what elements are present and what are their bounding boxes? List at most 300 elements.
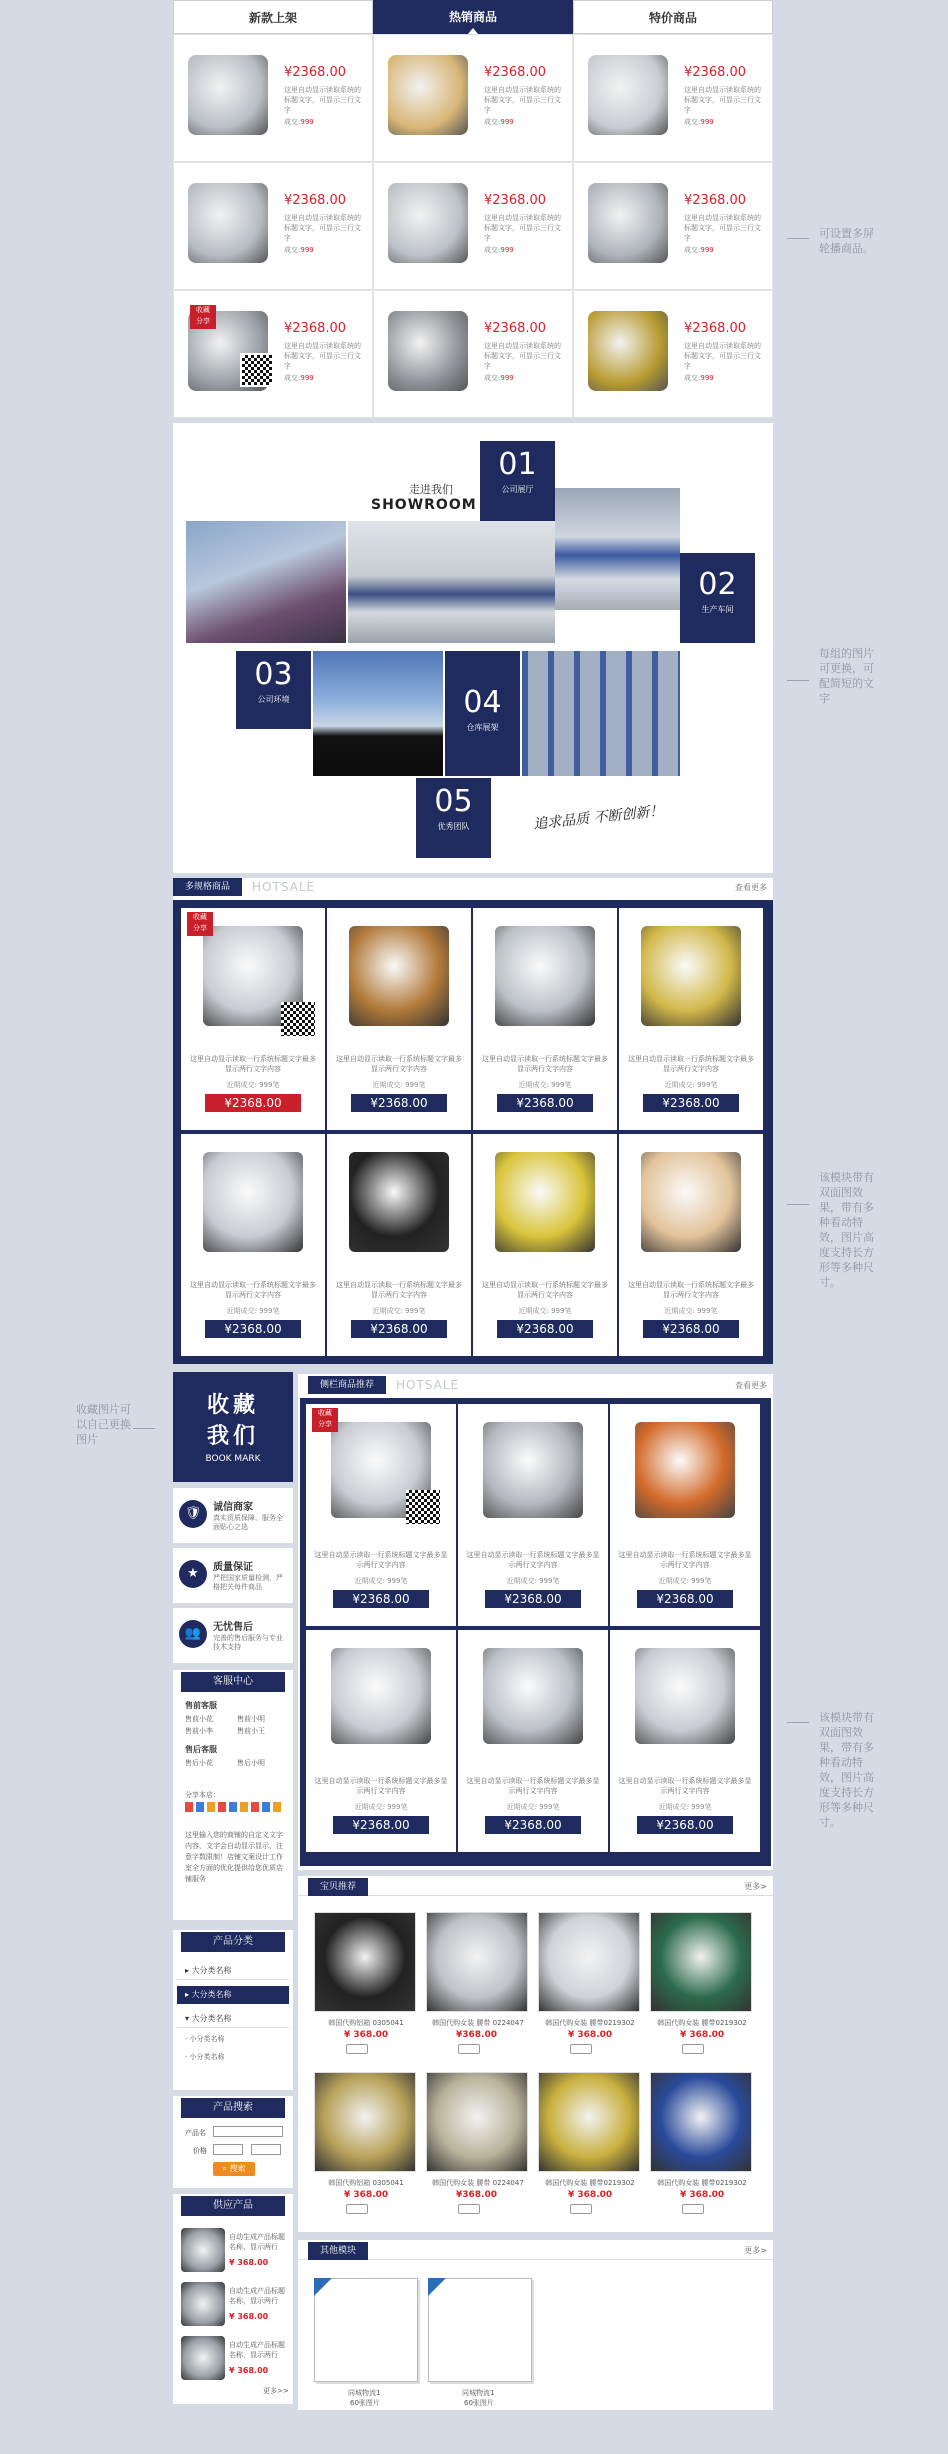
bookmark-cn2: 我们 bbox=[206, 1424, 259, 1449]
product-image bbox=[635, 1422, 735, 1518]
product-sold: 近期成交: 999笔 bbox=[506, 1803, 560, 1811]
qr-code bbox=[240, 353, 274, 387]
qr-code bbox=[281, 1002, 315, 1036]
other-module-panel bbox=[298, 2240, 773, 2410]
block-03-num: 03 bbox=[254, 657, 293, 692]
category-item-label: 大分类名称 bbox=[191, 2014, 232, 2023]
product-image bbox=[495, 1152, 595, 1252]
product-desc: 这里自动显示读取一行系统标题文字最多显示两行文字内容 bbox=[482, 1055, 608, 1073]
tab-hot[interactable]: 热销商品 bbox=[373, 0, 573, 34]
showroom-panel bbox=[173, 423, 773, 873]
cs-name[interactable]: 售前小明 bbox=[237, 1715, 265, 1723]
product-image bbox=[588, 55, 668, 135]
feature-desc: 真实资质保障，服务全面贴心之选 bbox=[213, 1514, 283, 1531]
sold-label: 成交: bbox=[684, 374, 701, 382]
product-desc: 这里自动显示读取系统的标题文字，可显示三行文字 bbox=[484, 86, 561, 114]
product-sold: 近期成交: 999笔 bbox=[658, 1577, 712, 1585]
price-button[interactable]: ¥2368.00 bbox=[643, 1320, 739, 1338]
product-desc: 这里自动显示读取一行系统标题文字最多显示两行文字内容 bbox=[190, 1281, 316, 1299]
product-desc: 这里自动显示读取一行系统标题文字最多显示两行文字内容 bbox=[190, 1055, 316, 1073]
baby-item[interactable] bbox=[650, 2072, 754, 2222]
sold-value: 999 bbox=[500, 374, 514, 382]
block-03[interactable] bbox=[236, 651, 311, 729]
product-sold: 近期成交: 999笔 bbox=[664, 1081, 718, 1089]
hotsale-item[interactable] bbox=[619, 908, 763, 1130]
annot-line bbox=[133, 1428, 155, 1429]
category-sub-label: 小分类名称 bbox=[189, 2035, 225, 2043]
baby-item[interactable] bbox=[314, 1912, 418, 2062]
sold-value: 999 bbox=[500, 118, 514, 126]
bookmark-en: BOOK MARK bbox=[205, 1454, 261, 1464]
baby-item-name: 韩国代购女装 腰带0219302 bbox=[657, 2179, 747, 2187]
product-image bbox=[483, 1422, 583, 1518]
product-image bbox=[588, 311, 668, 391]
product-image bbox=[635, 1648, 735, 1744]
product-image bbox=[388, 55, 468, 135]
product-image bbox=[314, 2072, 416, 2172]
annotation-bookmark: 收藏图片可以自己更换图片 bbox=[76, 1403, 131, 1446]
cs-after-label: 售后客服 bbox=[185, 1745, 217, 1754]
product-price: ¥2368.00 bbox=[284, 321, 347, 336]
baby-item-name: 韩国代购女装 腰带0219302 bbox=[657, 2019, 747, 2027]
supply-price: ¥ 368.00 bbox=[229, 2258, 269, 2267]
product-image bbox=[641, 926, 741, 1026]
product-cell[interactable] bbox=[173, 34, 373, 162]
bookmark-banner[interactable] bbox=[173, 1372, 293, 1482]
price-button[interactable]: ¥2368.00 bbox=[497, 1094, 593, 1112]
other-card-label: 同城物流1 bbox=[348, 2389, 381, 2397]
product-image bbox=[349, 1152, 449, 1252]
product-image bbox=[314, 1912, 416, 2012]
side-recommend-item[interactable] bbox=[610, 1404, 760, 1626]
product-sold: 近期成交: 999笔 bbox=[226, 1307, 280, 1315]
hotsale-item[interactable] bbox=[181, 908, 325, 1130]
product-desc: 这里自动显示读取系统的标题文字，可显示三行文字 bbox=[684, 86, 761, 114]
hotsale-item[interactable] bbox=[473, 908, 617, 1130]
product-cell[interactable] bbox=[573, 34, 773, 162]
annot-line bbox=[787, 680, 809, 681]
product-image bbox=[426, 1912, 528, 2012]
product-image bbox=[538, 2072, 640, 2172]
baby-item-name: 韩国代购铝箱 0305041 bbox=[328, 2179, 404, 2187]
cart-icon[interactable] bbox=[570, 2044, 592, 2054]
product-cell[interactable] bbox=[173, 290, 373, 418]
cs-name[interactable]: 售前小李 bbox=[185, 1727, 213, 1735]
block-04-label: 仓库展架 bbox=[466, 723, 499, 732]
product-price: ¥2368.00 bbox=[284, 65, 347, 80]
baby-item[interactable] bbox=[538, 2072, 642, 2222]
product-cell[interactable] bbox=[373, 34, 573, 162]
baby-item-name: 韩国代购女装 腰带 0224047 bbox=[432, 2179, 524, 2187]
search-panel bbox=[173, 2096, 293, 2188]
product-sold bbox=[484, 373, 514, 383]
cart-icon[interactable] bbox=[458, 2204, 480, 2214]
product-desc: 这里自动显示读取一行系统标题文字最多显示两行文字内容 bbox=[314, 1551, 448, 1569]
category-item[interactable]: ▸ 大分类名称 bbox=[177, 1962, 289, 1980]
supply-more-link[interactable]: 更多>> bbox=[263, 2387, 289, 2395]
block-04-num: 04 bbox=[463, 685, 502, 720]
baby-item-price: ¥368.00 bbox=[456, 2030, 497, 2040]
bookmark-cn1: 收藏 bbox=[206, 1393, 259, 1418]
product-sold bbox=[684, 373, 714, 383]
fav-share-badge[interactable]: 收藏 分享 bbox=[190, 305, 216, 329]
product-price: ¥2368.00 bbox=[484, 321, 547, 336]
block-02-num: 02 bbox=[698, 567, 737, 602]
cart-icon[interactable] bbox=[682, 2044, 704, 2054]
baby-item-price: ¥ 368.00 bbox=[680, 2030, 725, 2040]
product-desc: 这里自动显示读取一行系统标题文字最多显示两行文字内容 bbox=[628, 1055, 754, 1073]
category-item-label: 大分类名称 bbox=[191, 1990, 232, 1999]
product-desc: 这里自动显示读取系统的标题文字，可显示三行文字 bbox=[684, 214, 761, 242]
sold-label: 成交: bbox=[284, 374, 301, 382]
product-sold: 近期成交: 999笔 bbox=[506, 1577, 560, 1585]
price-button[interactable]: ¥2368.00 bbox=[333, 1816, 429, 1834]
cs-text: 这里输入您的商铺的自定义文字内容，文字会自动显示显示，注意字数限制！店铺文案设计工作室全方面的优化提供给您优质店铺服务 bbox=[185, 1831, 283, 1883]
cart-icon[interactable] bbox=[682, 2204, 704, 2214]
photo-workshop bbox=[555, 488, 680, 610]
annotation-carousel: 可设置多屏轮播商品。 bbox=[819, 227, 874, 255]
category-title: 产品分类 bbox=[181, 1932, 285, 1952]
product-image bbox=[588, 183, 668, 263]
product-desc: 这里自动显示读取系统的标题文字，可显示三行文字 bbox=[284, 86, 361, 114]
block-01-num: 01 bbox=[498, 447, 537, 482]
baby-header bbox=[298, 1878, 773, 1896]
product-image bbox=[388, 183, 468, 263]
product-image bbox=[181, 2336, 225, 2380]
supply-title: 供应产品 bbox=[181, 2196, 285, 2216]
product-image bbox=[426, 2072, 528, 2172]
sold-value: 999 bbox=[700, 374, 714, 382]
product-image bbox=[495, 926, 595, 1026]
product-sold: 近期成交: 999笔 bbox=[518, 1307, 572, 1315]
supply-desc: 自动生成产品标题名称，显示两行 bbox=[229, 2233, 285, 2251]
baby-tag: 宝贝推荐 bbox=[308, 1878, 368, 1896]
price-button[interactable]: ¥2368.00 bbox=[485, 1816, 581, 1834]
photo-building bbox=[186, 521, 346, 643]
product-image bbox=[181, 2282, 225, 2326]
category-panel bbox=[173, 1930, 293, 2090]
sold-value: 999 bbox=[700, 118, 714, 126]
product-desc: 这里自动显示读取系统的标题文字，可显示三行文字 bbox=[484, 214, 561, 242]
baby-recommend-panel bbox=[298, 1876, 773, 2232]
hotsale-item[interactable] bbox=[181, 1134, 325, 1356]
cs-name[interactable]: 售前小王 bbox=[237, 1727, 265, 1735]
baby-item-name: 韩国代购女装 腰带0219302 bbox=[545, 2179, 635, 2187]
product-sold bbox=[684, 117, 714, 127]
sold-label: 成交: bbox=[484, 118, 501, 126]
side-recommend-item[interactable] bbox=[610, 1630, 760, 1852]
product-image bbox=[538, 1912, 640, 2012]
block-01[interactable] bbox=[480, 441, 555, 521]
hotsale-item[interactable] bbox=[327, 908, 471, 1130]
sold-label: 成交: bbox=[684, 118, 701, 126]
baby-item-name: 韩国代购女装 腰带0219302 bbox=[545, 2019, 635, 2027]
product-cell[interactable] bbox=[373, 290, 573, 418]
product-desc: 这里自动显示读取系统的标题文字，可显示三行文字 bbox=[284, 214, 361, 242]
sold-label: 成交: bbox=[484, 374, 501, 382]
product-image bbox=[650, 1912, 752, 2012]
product-sold bbox=[284, 373, 314, 383]
product-price: ¥2368.00 bbox=[484, 193, 547, 208]
hotsale-item[interactable] bbox=[327, 1134, 471, 1356]
hotsale-panel bbox=[173, 878, 773, 1364]
baby-item[interactable] bbox=[426, 2072, 530, 2222]
baby-item-price: ¥368.00 bbox=[456, 2190, 497, 2200]
product-sold: 近期成交: 999笔 bbox=[354, 1803, 408, 1811]
baby-item-name: 韩国代购女装 腰带 0224047 bbox=[432, 2019, 524, 2027]
product-image bbox=[188, 55, 268, 135]
product-cell[interactable] bbox=[573, 162, 773, 290]
sold-value: 999 bbox=[300, 246, 314, 254]
product-sold bbox=[484, 245, 514, 255]
star-icon: ★ bbox=[179, 1560, 207, 1588]
product-image bbox=[349, 926, 449, 1026]
product-desc: 这里自动显示读取一行系统标题文字最多显示两行文字内容 bbox=[314, 1777, 448, 1795]
showroom-title-en: SHOWROOM bbox=[371, 497, 477, 513]
supply-desc: 自动生成产品标题名称，显示两行 bbox=[229, 2287, 285, 2305]
feature-title: 质量保证 bbox=[213, 1562, 253, 1573]
showroom-slogan: 追求品质 不断创新！ bbox=[532, 803, 665, 833]
annotation-hotsale: 该模块带有双面图效果，带有多种看动特效，图片高度支持长方形等多种尺寸。 bbox=[819, 1171, 874, 1289]
cs-name[interactable]: 售后小花 bbox=[185, 1759, 213, 1767]
annot-line bbox=[787, 1204, 809, 1205]
baby-item-price: ¥ 368.00 bbox=[344, 2190, 389, 2200]
share-icons[interactable] bbox=[185, 1802, 281, 1812]
hotsale-header bbox=[173, 878, 773, 896]
category-item-active[interactable]: ▸ 大分类名称 bbox=[177, 1986, 289, 2004]
product-cell[interactable] bbox=[173, 162, 373, 290]
baby-item-price: ¥ 368.00 bbox=[680, 2190, 725, 2200]
photo-warehouse bbox=[522, 651, 680, 776]
product-sold bbox=[684, 245, 714, 255]
price-button[interactable]: ¥2368.00 bbox=[205, 1094, 301, 1112]
block-02-label: 生产车间 bbox=[701, 605, 734, 614]
cs-pre-label: 售前客服 bbox=[185, 1701, 217, 1710]
baby-item[interactable] bbox=[650, 1912, 754, 2062]
product-sold: 近期成交: 999笔 bbox=[518, 1081, 572, 1089]
feature-desc: 完善的售后服务与专业技术支持 bbox=[213, 1634, 283, 1651]
category-item-label: 大分类名称 bbox=[191, 1966, 232, 1975]
photo-team bbox=[313, 651, 443, 776]
baby-item[interactable] bbox=[538, 1912, 642, 2062]
cs-title: 客服中心 bbox=[181, 1672, 285, 1692]
hotsale-sub: HOTSALE bbox=[252, 880, 316, 894]
side-recommend-more-link[interactable]: 查看更多 bbox=[735, 1380, 767, 1390]
customer-service bbox=[173, 1670, 293, 1920]
showroom-title-cn: 走进我们 bbox=[409, 483, 453, 496]
cs-share-label: 分享本店： bbox=[185, 1791, 220, 1799]
side-feature-item bbox=[173, 1548, 293, 1604]
product-desc: 这里自动显示读取一行系统标题文字最多显示两行文字内容 bbox=[482, 1281, 608, 1299]
search-price-max[interactable] bbox=[251, 2144, 281, 2155]
product-sold: 近期成交: 999笔 bbox=[372, 1307, 426, 1315]
product-image bbox=[388, 311, 468, 391]
product-sold: 近期成交: 999笔 bbox=[658, 1803, 712, 1811]
hotsale-item[interactable] bbox=[619, 1134, 763, 1356]
cart-icon[interactable] bbox=[346, 2204, 368, 2214]
cs-name[interactable]: 售后小明 bbox=[237, 1759, 265, 1767]
sold-label: 成交: bbox=[284, 118, 301, 126]
category-sub-item[interactable]: · 小分类名称 bbox=[185, 2053, 225, 2061]
product-sold: 近期成交: 999笔 bbox=[354, 1577, 408, 1585]
product-desc: 这里自动显示读取一行系统标题文字最多显示两行文字内容 bbox=[466, 1777, 600, 1795]
feature-desc: 严把国家质量检测，严格把关每件商品 bbox=[213, 1574, 283, 1591]
top-products-panel bbox=[173, 0, 773, 418]
hotsale-more-link[interactable]: 查看更多 bbox=[735, 882, 767, 892]
product-desc: 这里自动显示读取系统的标题文字，可显示三行文字 bbox=[684, 342, 761, 370]
side-recommend-tag: 侧栏商品推荐 bbox=[308, 1376, 386, 1394]
cart-icon[interactable] bbox=[458, 2044, 480, 2054]
price-button[interactable]: ¥2368.00 bbox=[637, 1816, 733, 1834]
price-button[interactable]: ¥2368.00 bbox=[485, 1590, 581, 1608]
supply-price: ¥ 368.00 bbox=[229, 2312, 269, 2321]
product-price: ¥2368.00 bbox=[684, 65, 747, 80]
fav-share-badge[interactable]: 收藏 分享 bbox=[187, 912, 213, 936]
sold-value: 999 bbox=[700, 246, 714, 254]
tab-sale[interactable]: 特价商品 bbox=[573, 0, 773, 34]
product-image bbox=[641, 1152, 741, 1252]
supply-desc: 自动生成产品标题名称，显示两行 bbox=[229, 2341, 285, 2359]
search-button[interactable] bbox=[213, 2162, 255, 2176]
side-recommend-panel bbox=[298, 1374, 773, 1870]
product-desc: 这里自动显示读取一行系统标题文字最多显示两行文字内容 bbox=[618, 1777, 752, 1795]
category-sub-item[interactable]: · 小分类名称 bbox=[185, 2035, 225, 2043]
product-image bbox=[331, 1648, 431, 1744]
product-desc: 这里自动显示读取一行系统标题文字最多显示两行文字内容 bbox=[628, 1281, 754, 1299]
price-button[interactable]: ¥2368.00 bbox=[351, 1094, 447, 1112]
side-recommend-item[interactable] bbox=[458, 1630, 608, 1852]
search-price-min[interactable] bbox=[213, 2144, 243, 2155]
product-price: ¥2368.00 bbox=[684, 193, 747, 208]
other-card-label: 60张图片 bbox=[464, 2399, 494, 2407]
annot-line bbox=[787, 1722, 809, 1723]
baby-item-price: ¥ 368.00 bbox=[568, 2030, 613, 2040]
product-image bbox=[483, 1648, 583, 1744]
product-image bbox=[181, 2228, 225, 2272]
block-05-label: 优秀团队 bbox=[437, 822, 470, 831]
category-item[interactable]: ▾ 大分类名称 bbox=[177, 2010, 289, 2028]
baby-item-name: 韩国代购铝箱 0305041 bbox=[328, 2019, 404, 2027]
price-button[interactable]: ¥2368.00 bbox=[333, 1590, 429, 1608]
photo-showroom bbox=[348, 521, 555, 643]
shield-icon: 🛡 bbox=[179, 1500, 207, 1528]
product-sold: 近期成交: 999笔 bbox=[226, 1081, 280, 1089]
sold-label: 成交: bbox=[284, 246, 301, 254]
block-05[interactable] bbox=[416, 778, 491, 858]
product-price: ¥2368.00 bbox=[684, 321, 747, 336]
product-sold bbox=[284, 245, 314, 255]
search-button-label: 搜索 bbox=[229, 2164, 246, 2173]
fav-share-badge[interactable]: 收藏 分享 bbox=[312, 1408, 338, 1432]
product-desc: 这里自动显示读取系统的标题文字，可显示三行文字 bbox=[484, 342, 561, 370]
side-recommend-sub: HOTSALE bbox=[396, 1378, 460, 1392]
search-name-input[interactable] bbox=[213, 2126, 283, 2137]
price-button[interactable]: ¥2368.00 bbox=[637, 1590, 733, 1608]
search-name-label: 产品名 bbox=[185, 2129, 206, 2137]
sold-label: 成交: bbox=[484, 246, 501, 254]
baby-more-link[interactable]: 更多> bbox=[744, 1882, 767, 1891]
product-desc: 这里自动显示读取系统的标题文字，可显示三行文字 bbox=[284, 342, 361, 370]
other-card-label: 60张图片 bbox=[350, 2399, 380, 2407]
baby-item[interactable] bbox=[314, 2072, 418, 2222]
product-image bbox=[650, 2072, 752, 2172]
product-price: ¥2368.00 bbox=[484, 65, 547, 80]
baby-item-price: ¥ 368.00 bbox=[568, 2190, 613, 2200]
baby-item[interactable] bbox=[426, 1912, 530, 2062]
product-desc: 这里自动显示读取一行系统标题文字最多显示两行文字内容 bbox=[466, 1551, 600, 1569]
product-sold: 近期成交: 999笔 bbox=[372, 1081, 426, 1089]
cart-icon[interactable] bbox=[346, 2044, 368, 2054]
sold-label: 成交: bbox=[684, 246, 701, 254]
block-03-label: 公司环境 bbox=[257, 695, 290, 704]
annotation-side-recommend: 该模块带有双面图效果，带有多种看动特效，图片高度支持长方形等多种尺寸。 bbox=[819, 1711, 874, 1829]
supply-price: ¥ 368.00 bbox=[229, 2366, 269, 2375]
side-recommend-header bbox=[298, 1376, 773, 1394]
product-cell[interactable] bbox=[373, 162, 573, 290]
block-01-label: 公司展厅 bbox=[501, 485, 534, 494]
hotsale-tag: 多规格商品 bbox=[173, 878, 242, 896]
sold-value: 999 bbox=[500, 246, 514, 254]
people-icon: 👥 bbox=[179, 1620, 207, 1648]
supply-panel bbox=[173, 2194, 293, 2404]
hotsale-item[interactable] bbox=[473, 1134, 617, 1356]
search-title: 产品搜索 bbox=[181, 2098, 285, 2118]
search-price-label: 价格 bbox=[193, 2147, 207, 2155]
product-desc: 这里自动显示读取一行系统标题文字最多显示两行文字内容 bbox=[618, 1551, 752, 1569]
side-recommend-item[interactable] bbox=[458, 1404, 608, 1626]
sold-value: 999 bbox=[300, 374, 314, 382]
search-icon: ⌕ bbox=[222, 2164, 227, 2173]
feature-title: 诚信商家 bbox=[213, 1502, 253, 1513]
baby-item-price: ¥ 368.00 bbox=[344, 2030, 389, 2040]
qr-code bbox=[406, 1490, 440, 1524]
cs-name[interactable]: 售前小花 bbox=[185, 1715, 213, 1723]
other-card-corner bbox=[428, 2278, 446, 2296]
other-card-label: 同城物流1 bbox=[462, 2389, 495, 2397]
product-image bbox=[188, 183, 268, 263]
annot-line bbox=[787, 238, 809, 239]
side-feature-item bbox=[173, 1488, 293, 1544]
price-button[interactable]: ¥2368.00 bbox=[497, 1320, 593, 1338]
price-button[interactable]: ¥2368.00 bbox=[351, 1320, 447, 1338]
price-button[interactable]: ¥2368.00 bbox=[643, 1094, 739, 1112]
other-card-corner bbox=[314, 2278, 332, 2296]
category-sub-label: 小分类名称 bbox=[189, 2053, 225, 2061]
product-sold: 近期成交: 999笔 bbox=[664, 1307, 718, 1315]
cart-icon[interactable] bbox=[570, 2204, 592, 2214]
price-button[interactable]: ¥2368.00 bbox=[205, 1320, 301, 1338]
other-header bbox=[298, 2242, 773, 2260]
product-cell[interactable] bbox=[573, 290, 773, 418]
side-recommend-item[interactable] bbox=[306, 1630, 456, 1852]
other-more-link[interactable]: 更多> bbox=[744, 2246, 767, 2255]
annotation-showroom: 每组的图片可更换，可配简短的文字 bbox=[819, 647, 874, 705]
product-image bbox=[203, 1152, 303, 1252]
product-sold bbox=[284, 117, 314, 127]
feature-title: 无忧售后 bbox=[213, 1622, 253, 1633]
block-02[interactable] bbox=[680, 553, 755, 643]
side-recommend-item[interactable] bbox=[306, 1404, 456, 1626]
block-05-num: 05 bbox=[434, 784, 473, 819]
other-tag: 其他模块 bbox=[308, 2242, 368, 2260]
sold-value: 999 bbox=[300, 118, 314, 126]
product-desc: 这里自动显示读取一行系统标题文字最多显示两行文字内容 bbox=[336, 1055, 462, 1073]
product-price: ¥2368.00 bbox=[284, 193, 347, 208]
tab-new[interactable]: 新款上架 bbox=[173, 0, 373, 34]
product-sold bbox=[484, 117, 514, 127]
block-04[interactable] bbox=[445, 651, 520, 776]
product-desc: 这里自动显示读取一行系统标题文字最多显示两行文字内容 bbox=[336, 1281, 462, 1299]
